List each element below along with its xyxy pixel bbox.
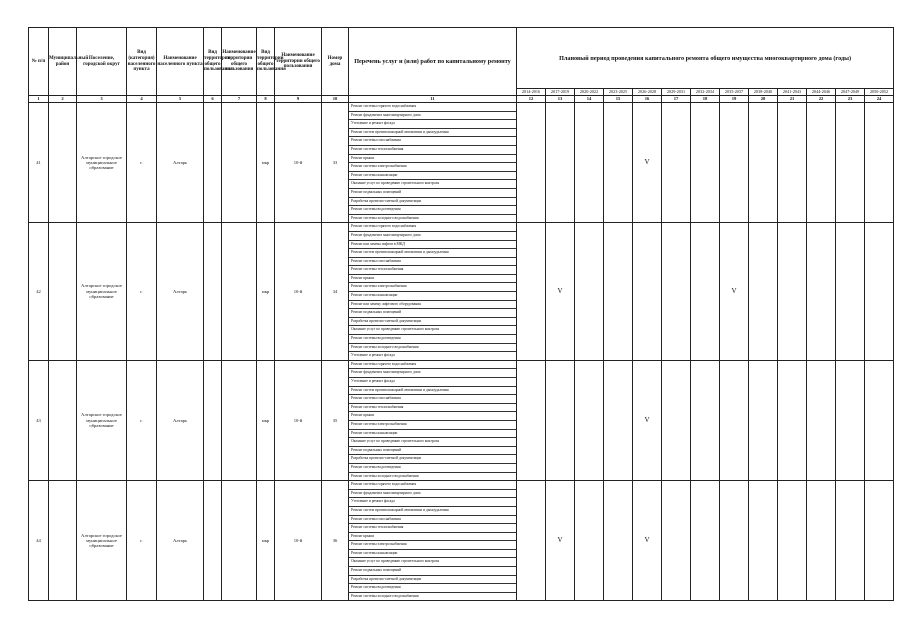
work-item: Ремонт крыши [349, 412, 516, 421]
year-mark-cell [517, 223, 546, 361]
year-mark-cell [575, 223, 604, 361]
district-cell [49, 360, 77, 480]
year-mark-cell [836, 103, 865, 223]
table-row [29, 223, 894, 361]
work-item: Ремонт крыши [349, 275, 516, 284]
territory-type-cell [204, 360, 222, 480]
work-item: Ремонт систем противопожарной автоматики и дымоудаления [349, 129, 516, 138]
column-number: 7 [222, 96, 257, 103]
work-item: Оказание услуг по проведению строительного контроля [349, 438, 516, 447]
year-mark-cell [633, 223, 662, 361]
year-header: 2014-2016 [517, 89, 546, 96]
column-number: 12 [517, 96, 546, 103]
street-name-cell: 10-й [275, 103, 322, 223]
work-item: Ремонт системы газоснабжения [349, 137, 516, 146]
work-item: Ремонт или замену лифтового оборудования [349, 301, 516, 310]
district-cell [49, 103, 77, 223]
column-number: 24 [865, 96, 894, 103]
territory-name-cell [222, 481, 257, 601]
year-mark-cell [778, 223, 807, 361]
work-item: Ремонт системы электроснабжения [349, 541, 516, 550]
year-mark-cell [865, 103, 894, 223]
work-item: Разработка проектно-сметной документации [349, 318, 516, 327]
year-mark-cell [517, 103, 546, 223]
work-item: Ремонт системы газоснабжения [349, 516, 516, 525]
table-body [29, 103, 894, 601]
year-mark-cell [691, 360, 720, 480]
work-item: Ремонт системы электроснабжения [349, 163, 516, 172]
year-mark-cell [865, 481, 894, 601]
header-house: Номер дома [322, 28, 349, 96]
year-mark-cell [662, 223, 691, 361]
street-name-cell: 10-й [275, 360, 322, 480]
work-item: Разработка проектно-сметной документации [349, 455, 516, 464]
year-mark-cell [807, 360, 836, 480]
year-mark-cell [749, 481, 778, 601]
year-mark-cell [865, 223, 894, 361]
year-mark-cell [778, 481, 807, 601]
settlement-cell: Алтарское городское муниципальное образование [77, 103, 127, 223]
settlement-cell: Алтарское городское муниципальное образование [77, 481, 127, 601]
category-cell: г. [127, 481, 157, 601]
column-number: 8 [257, 96, 275, 103]
column-numbers-row [29, 96, 894, 103]
work-item: Ремонт системы канализации [349, 430, 516, 439]
territory-type-cell [204, 481, 222, 601]
header-row [29, 28, 894, 89]
work-item: Ремонт системы канализации [349, 172, 516, 181]
work-item: Ремонт системы горячего водоснабжения [349, 223, 516, 232]
year-mark-cell: V [633, 103, 662, 223]
row-number: 44 [29, 481, 49, 601]
works-list-cell [349, 481, 517, 601]
column-number: 13 [546, 96, 575, 103]
work-item: Ремонт системы канализации [349, 292, 516, 301]
year-mark-cell [865, 360, 894, 480]
year-header: 2020-2022 [575, 89, 604, 96]
year-header: 2023-2025 [604, 89, 633, 96]
year-header: 2026-2028 [633, 89, 662, 96]
capital-repair-table [28, 27, 894, 601]
year-mark-cell [720, 103, 749, 223]
column-number: 21 [778, 96, 807, 103]
header-locality: Наименование населенного пункта [157, 28, 204, 96]
works-list-cell [349, 360, 517, 480]
header-period: Плановый период проведения капитального ремонта общего имущества многоквартирного дома (годы) [517, 28, 894, 89]
work-item: Ремонт систем противопожарной автоматики и дымоудаления [349, 507, 516, 516]
work-item: Оказание услуг по проведению строительного контроля [349, 558, 516, 567]
year-mark-cell [749, 223, 778, 361]
year-mark-cell [691, 103, 720, 223]
work-item: Ремонт систем противопожарной автоматики и дымоудаления [349, 387, 516, 396]
territory-type-cell [204, 103, 222, 223]
work-item: Ремонт фундамента многоквартирного дома [349, 232, 516, 241]
year-mark-cell [662, 481, 691, 601]
column-number: 10 [322, 96, 349, 103]
header-territory-name: Наименование территории общего пользования [222, 28, 257, 96]
year-mark-cell [546, 103, 575, 223]
works-list-cell [349, 103, 517, 223]
header-district: Муниципальный район [49, 28, 77, 96]
row-number: 43 [29, 360, 49, 480]
header-category: Вид (категория) населенного пункта [127, 28, 157, 96]
column-number: 15 [604, 96, 633, 103]
work-item: Ремонт системы теплоснабжения [349, 146, 516, 155]
header-territory-type: Вид территории общего пользования [204, 28, 222, 96]
work-item: Оказание услуг по проведению строительного контроля [349, 326, 516, 335]
header-settlement: Поселение, городской округ [77, 28, 127, 96]
year-mark-cell: V [546, 481, 575, 601]
year-header: 2041-2043 [778, 89, 807, 96]
year-mark-cell [604, 360, 633, 480]
work-item: Ремонт системы теплоснабжения [349, 524, 516, 533]
work-item: Ремонт системы водоотведения [349, 584, 516, 593]
work-item: Ремонт системы водоотведения [349, 206, 516, 215]
year-mark-cell [836, 223, 865, 361]
work-item: Ремонт системы канализации [349, 550, 516, 559]
column-number: 17 [662, 96, 691, 103]
year-mark-cell [604, 223, 633, 361]
work-item: Ремонт или замена лифтов в МКД [349, 241, 516, 250]
header-street-name: Наименование территории общего пользования [275, 28, 322, 96]
column-number: 23 [836, 96, 865, 103]
year-mark-cell [720, 360, 749, 480]
column-number: 22 [807, 96, 836, 103]
work-item: Ремонт системы горячего водоснабжения [349, 361, 516, 370]
year-mark-cell [749, 103, 778, 223]
year-header: 2047-2049 [836, 89, 865, 96]
year-header: 2017-2019 [546, 89, 575, 96]
street-type-cell: мкр [257, 481, 275, 601]
header-num: № п/п [29, 28, 49, 96]
category-cell: г. [127, 103, 157, 223]
work-item: Разработка проектно-сметной документации [349, 198, 516, 207]
street-name-cell: 10-й [275, 481, 322, 601]
column-number: 16 [633, 96, 662, 103]
year-header: 2035-2037 [720, 89, 749, 96]
work-item: Ремонт системы теплоснабжения [349, 266, 516, 275]
year-mark-cell [662, 360, 691, 480]
year-mark-cell [604, 103, 633, 223]
work-item: Ремонт подвальных помещений [349, 567, 516, 576]
row-number: 42 [29, 223, 49, 361]
work-item: Ремонт фундамента многоквартирного дома [349, 369, 516, 378]
column-number: 1 [29, 96, 49, 103]
table-row [29, 103, 894, 223]
column-number: 18 [691, 96, 720, 103]
work-item: Ремонт подвальных помещений [349, 309, 516, 318]
house-number-cell: 36 [322, 481, 349, 601]
column-number: 19 [720, 96, 749, 103]
year-mark-cell [720, 481, 749, 601]
territory-name-cell [222, 360, 257, 480]
table-row [29, 360, 894, 480]
work-item: Оказание услуг по проведению строительного контроля [349, 180, 516, 189]
header-works: Перечень услуг и (или) работ по капитальному ремонту [349, 28, 517, 96]
works-list-cell [349, 223, 517, 361]
column-number: 14 [575, 96, 604, 103]
column-number: 5 [157, 96, 204, 103]
territory-name-cell [222, 223, 257, 361]
year-mark-cell: V [546, 223, 575, 361]
locality-cell: Алтарь [157, 223, 204, 361]
year-mark-cell [836, 360, 865, 480]
work-item: Утепление и ремонт фасада [351, 353, 395, 358]
district-cell [49, 223, 77, 361]
settlement-cell: Алтарское городское муниципальное образование [77, 223, 127, 361]
work-item: Ремонт системы электроснабжения [349, 283, 516, 292]
work-item: Ремонт системы холодного водоснабжения [351, 473, 419, 478]
row-number: 41 [29, 103, 49, 223]
house-number-cell: 35 [322, 360, 349, 480]
year-mark-cell [575, 360, 604, 480]
year-mark-cell [749, 360, 778, 480]
work-item: Ремонт системы холодного водоснабжения [351, 593, 419, 598]
year-mark-cell [807, 481, 836, 601]
year-mark-cell [517, 481, 546, 601]
year-mark-cell: V [633, 481, 662, 601]
year-header: 2032-2034 [691, 89, 720, 96]
year-mark-cell [517, 360, 546, 480]
table-row [29, 481, 894, 601]
year-mark-cell [807, 103, 836, 223]
work-item: Ремонт системы водоотведения [349, 464, 516, 473]
work-item: Разработка проектно-сметной документации [349, 576, 516, 585]
column-number: 2 [49, 96, 77, 103]
locality-cell: Алтарь [157, 481, 204, 601]
work-item: Утепление и ремонт фасада [349, 498, 516, 507]
work-item: Ремонт крыши [349, 155, 516, 164]
work-item: Ремонт системы горячего водоснабжения [349, 103, 516, 112]
house-number-cell: 34 [322, 223, 349, 361]
district-cell [49, 481, 77, 601]
street-type-cell: мкр [257, 360, 275, 480]
work-item: Ремонт фундамента многоквартирного дома [349, 112, 516, 121]
year-mark-cell: V [720, 223, 749, 361]
work-item: Утепление и ремонт фасада [349, 378, 516, 387]
settlement-cell: Алтарское городское муниципальное образование [77, 360, 127, 480]
work-item: Ремонт системы газоснабжения [349, 258, 516, 267]
work-item: Ремонт систем противопожарной автоматики и дымоудаления [349, 249, 516, 258]
work-item: Ремонт системы электроснабжения [349, 421, 516, 430]
year-header: 2044-2046 [807, 89, 836, 96]
work-item: Ремонт системы водоотведения [349, 335, 516, 344]
column-number: 9 [275, 96, 322, 103]
year-mark-cell [546, 360, 575, 480]
year-mark-cell [662, 103, 691, 223]
year-mark-cell [836, 481, 865, 601]
year-mark-cell [575, 103, 604, 223]
work-item: Ремонт системы холодного водоснабжения [351, 215, 419, 220]
work-item: Ремонт крыши [349, 533, 516, 542]
column-number: 11 [349, 96, 517, 103]
territory-type-cell [204, 223, 222, 361]
locality-cell: Алтарь [157, 360, 204, 480]
work-item: Утепление и ремонт фасада [349, 120, 516, 129]
year-mark-cell [778, 103, 807, 223]
year-header: 2038-2040 [749, 89, 778, 96]
category-cell: г. [127, 360, 157, 480]
work-item: Ремонт системы газоснабжения [349, 395, 516, 404]
year-mark-cell [604, 481, 633, 601]
locality-cell: Алтарь [157, 103, 204, 223]
street-type-cell: мкр [257, 103, 275, 223]
column-number: 4 [127, 96, 157, 103]
work-item: Ремонт подвальных помещений [349, 189, 516, 198]
year-mark-cell [778, 360, 807, 480]
year-header: 2050-2052 [865, 89, 894, 96]
year-mark-cell [575, 481, 604, 601]
territory-name-cell [222, 103, 257, 223]
street-name-cell: 10-й [275, 223, 322, 361]
work-item: Ремонт системы холодного водоснабжения [349, 344, 516, 353]
column-number: 20 [749, 96, 778, 103]
column-number: 3 [77, 96, 127, 103]
year-mark-cell [691, 481, 720, 601]
street-type-cell: мкр [257, 223, 275, 361]
year-mark-cell [691, 223, 720, 361]
work-item: Ремонт системы теплоснабжения [349, 404, 516, 413]
house-number-cell: 33 [322, 103, 349, 223]
work-item: Ремонт фундамента многоквартирного дома [349, 490, 516, 499]
category-cell: г. [127, 223, 157, 361]
work-item: Ремонт подвальных помещений [349, 447, 516, 456]
header-street-type: Вид территории общего пользования [257, 28, 275, 96]
column-number: 6 [204, 96, 222, 103]
year-mark-cell [807, 223, 836, 361]
work-item: Ремонт системы горячего водоснабжения [349, 481, 516, 490]
year-header: 2029-2031 [662, 89, 691, 96]
year-mark-cell: V [633, 360, 662, 480]
